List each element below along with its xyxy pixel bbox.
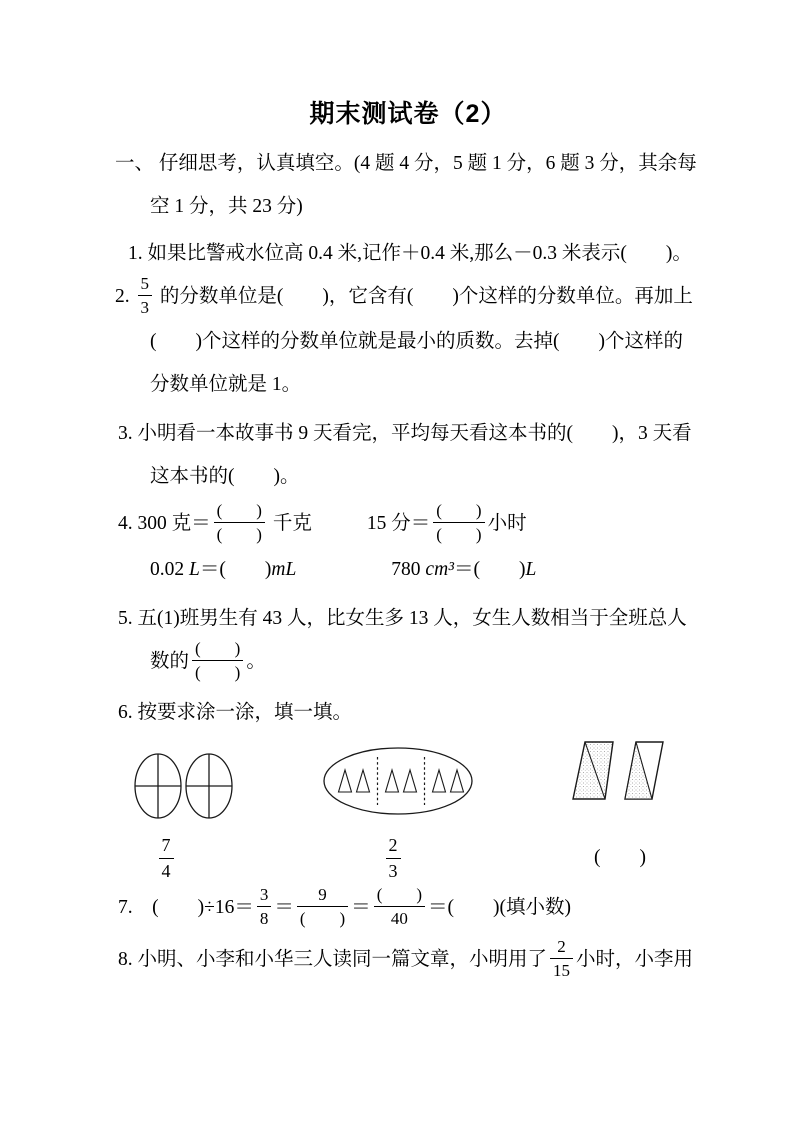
question-4-item1-pre: 4. 300 克＝ (118, 513, 211, 535)
question-2-line2: ( )个这样的分数单位就是最小的质数。去掉( )个这样的 (150, 331, 683, 352)
fraction-numerator: ( ) (436, 501, 482, 520)
fraction-9-blank (297, 884, 348, 930)
question-6-labels (113, 834, 703, 886)
fraction-denominator: ( ) (433, 522, 484, 545)
equals-sign: ＝ (351, 897, 371, 919)
fraction-numerator: 2 (557, 936, 566, 956)
fraction-numerator: 2 (388, 835, 398, 855)
question-2-number: 2. (115, 285, 135, 307)
fraction-numerator: 5 (140, 273, 149, 293)
question-2-line3: 分数单位就是 1。 (150, 374, 302, 395)
blank-fraction (192, 638, 243, 684)
fraction-7-4 (159, 834, 174, 882)
value-002: 0.02 (150, 558, 189, 580)
fraction-denominator: 4 (159, 858, 174, 883)
question-4-item1-unit: 千克 (267, 513, 312, 535)
question-4-item2-unit: 小时 (487, 513, 527, 535)
blank-fraction-kg (214, 500, 265, 546)
question-2-text: 的分数单位是( )，它含有( )个这样的分数单位。再加上 (155, 285, 693, 307)
question-7-start: 7. ( )÷16＝ (118, 897, 254, 919)
question-5-line2 (150, 640, 703, 686)
shaded-parallelograms-icon (565, 740, 670, 802)
fraction-blank-40 (374, 884, 425, 930)
fraction-denominator: 15 (550, 958, 573, 981)
fraction-numerator: 7 (161, 835, 171, 855)
question-6-line1: 6. 按要求涂一涂，填一填。 (118, 702, 353, 723)
question-7-end: ＝( )(填小数) (428, 897, 571, 919)
fraction-3-8 (257, 884, 272, 930)
equals-blank: ＝( ) (199, 558, 272, 580)
question-8-text: 8. 小明、小李和小华三人读同一篇文章，小明用了 (118, 948, 548, 970)
unit-L: L (189, 558, 200, 580)
unit-cm3: cm³ (425, 558, 455, 580)
section-heading-line1: 一、 仔细思考，认真填空。(4 题 4 分，5 题 1 分，6 题 3 分，其余每 (115, 152, 697, 174)
question-4-item2-pre: 15 分＝ (366, 513, 431, 535)
two-quartered-circles-icon (126, 744, 241, 828)
period: 。 (246, 650, 266, 672)
fraction-denominator: 3 (138, 295, 153, 318)
value-780: 780 (391, 558, 426, 580)
blank-fraction-hour (433, 500, 484, 546)
section-heading-line2: 空 1 分，共 23 分) (150, 195, 303, 217)
fraction-numerator: ( ) (376, 885, 423, 904)
unit-mL: mL (271, 558, 297, 580)
unit-L: L (525, 558, 537, 580)
question-4-line1 (118, 502, 703, 548)
fraction-denominator: ( ) (214, 522, 265, 545)
question-5-line1: 5. 五(1)班男生有 43 人，比女生多 13 人，女生人数相当于全班总人 (118, 607, 687, 629)
question-8 (118, 938, 703, 984)
ellipse-triangles-diagram (318, 744, 478, 822)
parallelograms-diagram (565, 740, 670, 802)
fraction-denominator: 8 (257, 906, 272, 929)
question-8-end: 小时，小李用 (576, 948, 694, 970)
circles-fraction-label (126, 834, 206, 882)
fraction-5-3 (138, 273, 153, 319)
question-4-line2 (150, 548, 703, 591)
question-7 (118, 886, 703, 932)
ellipse-fraction-label (318, 834, 468, 882)
ellipse-with-triangles-icon (318, 744, 478, 822)
question-6-diagrams (113, 738, 703, 830)
fraction-denominator: ( ) (192, 660, 243, 683)
fraction-2-3 (386, 834, 401, 882)
question-2-line1 (115, 275, 703, 321)
fraction-numerator: 9 (318, 885, 327, 904)
fraction-numerator: ( ) (216, 501, 262, 520)
parallelograms-blank-label: ( ) (594, 847, 646, 868)
question-3-line2: 这本书的( )。 (150, 466, 300, 487)
question-3-line1: 3. 小明看一本故事书 9 天看完，平均每天看这本书的( )，3 天看 (118, 423, 692, 444)
fraction-numerator: 3 (259, 885, 269, 904)
question-1: 1. 如果比警戒水位高 0.4 米,记作＋0.4 米,那么－0.3 米表示( )。 (128, 242, 692, 264)
question-5-text: 数的 (150, 650, 190, 672)
fraction-denominator: 3 (386, 858, 401, 883)
equals-blank: ＝( ) (454, 558, 526, 580)
circles-diagram (126, 744, 241, 828)
fraction-numerator: ( ) (195, 638, 241, 658)
fraction-2-15 (550, 936, 573, 982)
fraction-denominator: 40 (374, 906, 425, 929)
fraction-denominator: ( ) (297, 906, 348, 929)
page-title: 期末测试卷（2） (309, 100, 507, 128)
equals-sign: ＝ (274, 897, 294, 919)
